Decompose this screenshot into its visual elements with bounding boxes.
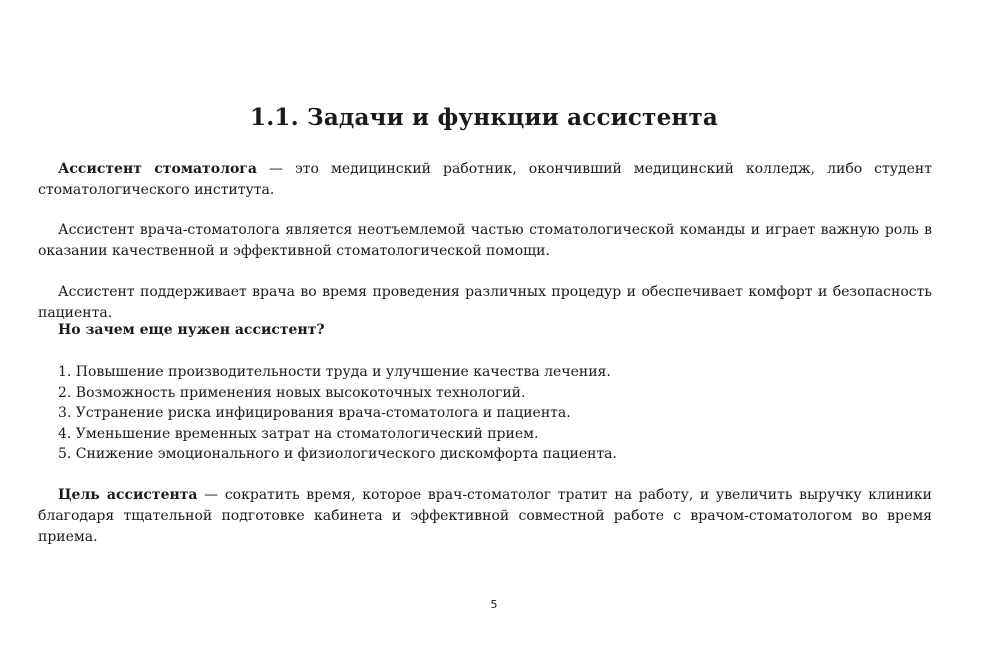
goal-term: Цель ассистента xyxy=(58,487,198,503)
paragraph-role: Ассистент врача-стоматолога является неотъемлемой частью стоматологической команды и играет важную роль в оказании качественной и эффективной стоматологической помощи. xyxy=(38,222,932,259)
list-item: 2. Возможность применения новых высокоточных технологий. xyxy=(58,384,526,401)
question-heading: Но зачем еще нужен ассистент? xyxy=(58,322,325,338)
list-item: 5. Снижение эмоционального и физиологического дискомфорта пациента. xyxy=(58,446,617,463)
list-item: 4. Уменьшение временных затрат на стоматологический прием. xyxy=(58,425,539,442)
goal-text: — сократить время, которое врач-стоматолог тратит на работу, и увеличить выручку клиники благодаря тщательной подготовке кабинета и эффективной совместной работе с врачом-стоматологом во время приема. xyxy=(38,487,932,545)
page-number: 5 xyxy=(490,598,498,611)
page-title: 1.1. Задачи и функции ассистента xyxy=(250,104,718,131)
paragraph-goal xyxy=(38,485,932,548)
reasons-list xyxy=(58,362,617,465)
definition-text: — это медицинский работник, окончивший медицинский колледж, либо студент стоматологического института. xyxy=(38,161,932,198)
list-item: 1. Повышение производительности труда и улучшение качества лечения. xyxy=(58,364,611,380)
definition-term: Ассистент стоматолога xyxy=(58,161,257,177)
paragraph-support: Ассистент поддерживает врача во время проведения различных процедур и обеспечивает комфорт и безопасность пациента. xyxy=(38,284,932,321)
paragraph-definition xyxy=(38,159,932,201)
list-item: 3. Устранение риска инфицирования врача-стоматолога и пациента. xyxy=(58,405,571,422)
